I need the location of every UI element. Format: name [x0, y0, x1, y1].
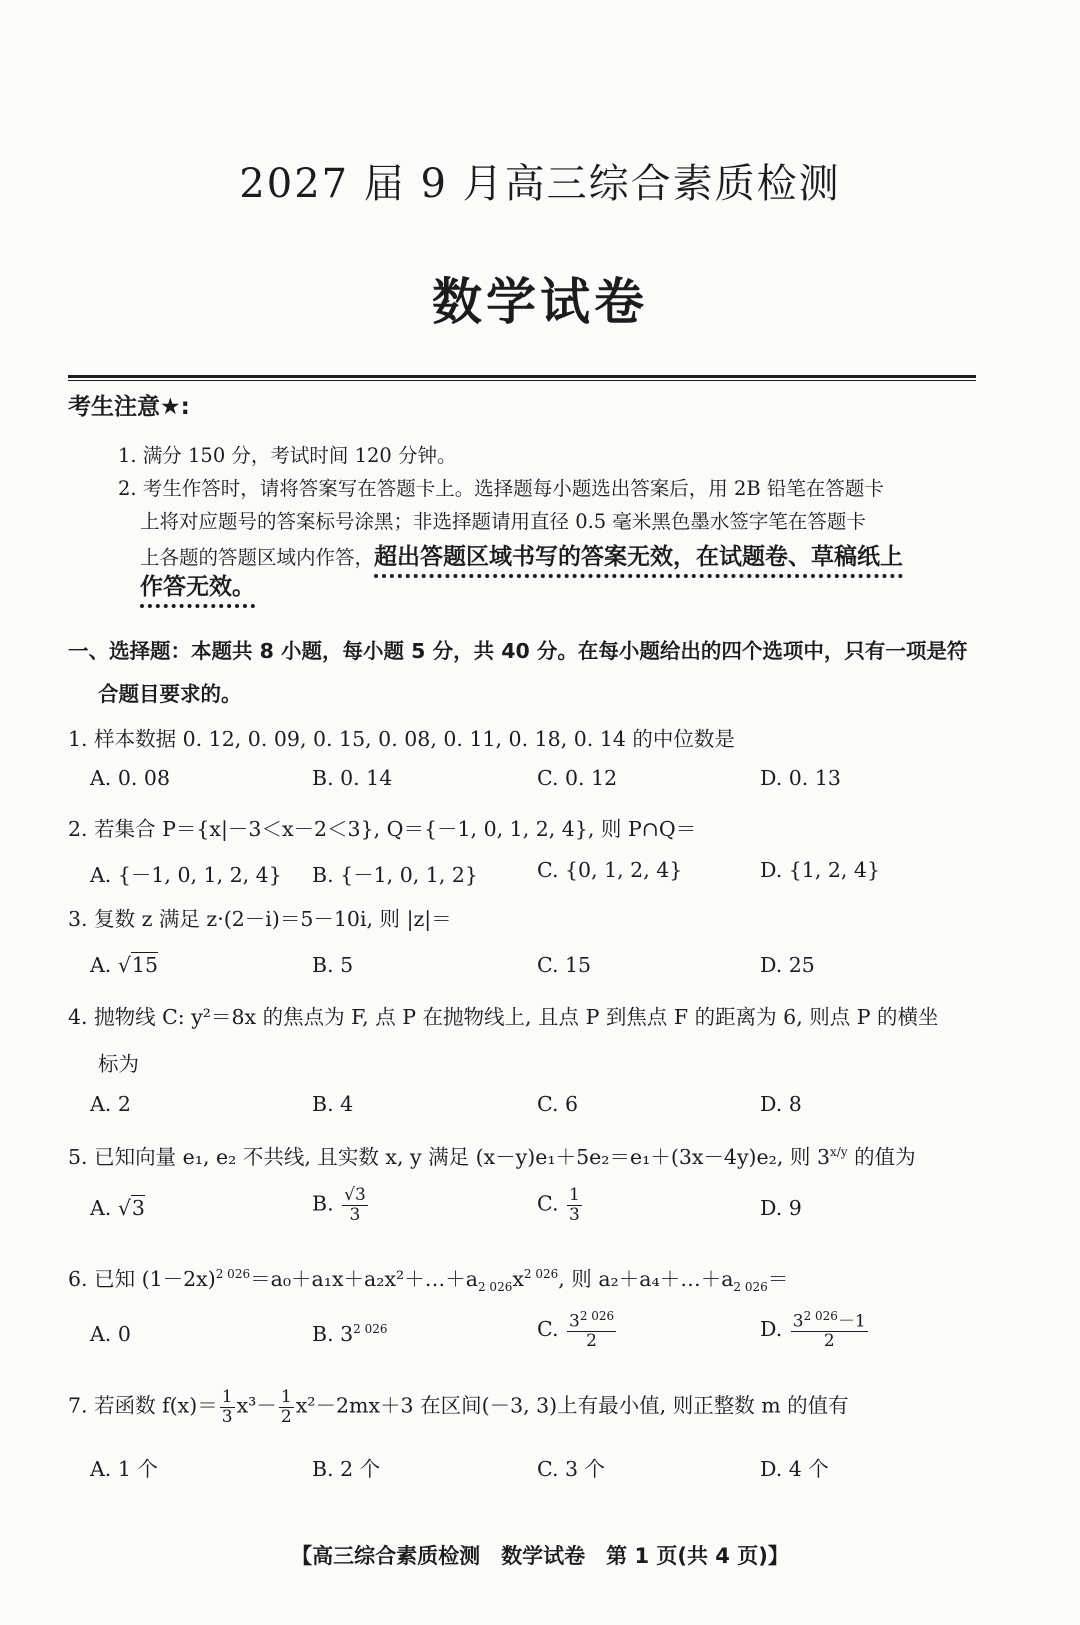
q6-d-denominator: 2 [823, 1331, 835, 1352]
q7-f2-num: 1 [280, 1387, 292, 1407]
q7-option-b: B. 2 个 [312, 1457, 381, 1481]
q5-c-numerator: 1 [569, 1185, 580, 1205]
q5-option-c-fraction [567, 1186, 582, 1224]
q5-c-denominator: 3 [569, 1204, 580, 1225]
q6-stem-d: ＝ [767, 1267, 789, 1291]
q7-f2-den: 2 [280, 1406, 292, 1427]
q5-b-denominator: 3 [349, 1204, 361, 1225]
q2-option-b: B. {－1, 0, 1, 2} [312, 863, 478, 887]
notice-emphasis-line [140, 568, 255, 601]
q5-option-a: A. √3 [90, 1196, 145, 1220]
notice-item-2-cont: 上将对应题号的答案标号涂黑；非选择题请用直径 0.5 毫米黑色墨水签字笔在答题卡 [140, 510, 866, 533]
q7-stem-b: x³－ [236, 1393, 277, 1418]
q3-option-a: A. √15 [90, 953, 159, 977]
q6-option-c-fraction [567, 1310, 616, 1351]
q4-option-d: D. 8 [760, 1092, 802, 1116]
q5-option-b-label: B. [312, 1191, 341, 1216]
q6-option-a: A. 0 [90, 1322, 131, 1346]
q5-stem-end: 的值为 [847, 1145, 916, 1169]
exam-title: 2027 届 9 月高三综合素质检测 [239, 161, 841, 207]
q5-exponent: x/y [830, 1145, 848, 1160]
q2-option-d: D. {1, 2, 4} [760, 858, 881, 882]
q5-stem-text: 5. 已知向量 e₁, e₂ 不共线, 且实数 x, y 满足 (x－y)e₁＋5e₂＝e₁＋(3x－4y)e₂, 则 3 [68, 1145, 830, 1169]
q1-option-a: A. 0. 08 [90, 766, 170, 790]
q5-option-c-label: C. [537, 1191, 565, 1216]
q2-option-a: A. {－1, 0, 1, 2, 4} [90, 863, 282, 887]
question-7-stem [68, 1388, 849, 1426]
q3-option-b: B. 5 [312, 953, 354, 977]
q6-option-d-fraction [791, 1310, 868, 1351]
q3-option-c: C. 15 [537, 953, 592, 977]
q5-option-a-radicand: 3 [131, 1196, 145, 1220]
q6-d-num-base: 3 [792, 1311, 804, 1332]
divider-thick [68, 375, 976, 378]
notice-item-2: 2. 考生作答时，请将答案写在答题卡上。选择题每小题选出答案后，用 2B 铅笔在答题卡 [118, 477, 884, 500]
q3-option-a-label: A. [90, 953, 118, 977]
question-2-stem: 2. 若集合 P＝{x|－3＜x－2＜3}, Q＝{－1, 0, 1, 2, 4}, 则 P∩Q＝ [68, 817, 697, 841]
question-4-stem-cont: 标为 [98, 1052, 139, 1076]
notice-heading: 考生注意★: [68, 394, 190, 420]
q6-option-c-label: C. [537, 1317, 565, 1342]
q6-stem-a: 6. 已知 (1－2x) [68, 1267, 216, 1291]
q3-option-a-radicand: 15 [131, 953, 159, 977]
q6-c-num-exp: 2 026 [579, 1309, 615, 1323]
section-heading-cont: 合题目要求的。 [98, 682, 242, 706]
question-1-stem: 1. 样本数据 0. 12, 0. 09, 0. 15, 0. 08, 0. 11, 0. 18, 0. 14 的中位数是 [68, 727, 735, 751]
q7-option-a: A. 1 个 [90, 1457, 158, 1481]
q6-option-b [312, 1322, 388, 1346]
q6-exp: 2 026 [215, 1267, 251, 1282]
q4-option-a: A. 2 [90, 1092, 131, 1116]
q6-stem-c: , 则 a₂＋a₄＋…＋a [558, 1267, 734, 1291]
q5-option-b [312, 1186, 370, 1224]
question-3-stem: 3. 复数 z 满足 z·(2－i)＝5－10i, 则 |z|＝ [68, 907, 452, 931]
q5-b-numerator: √3 [344, 1185, 366, 1205]
section-heading: 一、选择题：本题共 8 小题，每小题 5 分，共 40 分。在每小题给出的四个选项中，只有一项是符 [68, 639, 968, 663]
q7-f1-num: 1 [221, 1387, 233, 1407]
q5-option-d: D. 9 [760, 1196, 802, 1220]
q6-option-b-exp: 2 026 [353, 1322, 388, 1337]
q6-option-b-base: B. 3 [312, 1322, 354, 1346]
notice-emphasis-2: 作答无效。 [140, 574, 255, 608]
q1-option-b: B. 0. 14 [312, 766, 393, 790]
q4-option-c: C. 6 [537, 1092, 579, 1116]
subject-title: 数学试卷 [432, 272, 648, 331]
question-6-stem [68, 1262, 788, 1294]
q2-option-c: C. {0, 1, 2, 4} [537, 858, 683, 882]
q6-d-num-exp: 2 026 [803, 1309, 838, 1323]
q7-stem-a: 7. 若函数 f(x)＝ [68, 1393, 218, 1418]
q6-d-num-tail: －1 [837, 1311, 866, 1332]
page-footer: 【高三综合素质检测 数学试卷 第 1 页(共 4 页)】 [291, 1544, 789, 1568]
notice-text: 上各题的答题区域内作答， [140, 546, 375, 569]
q7-frac-1 [220, 1388, 235, 1426]
q6-c-denominator: 2 [586, 1331, 597, 1352]
notice-item-1: 1. 满分 150 分，考试时间 120 分钟。 [118, 444, 457, 467]
q7-option-d: D. 4 个 [760, 1457, 829, 1481]
q6-c-numerator [567, 1310, 616, 1332]
q6-c-num-base: 3 [569, 1311, 580, 1332]
q7-f1-den: 3 [221, 1406, 233, 1427]
q6-sub: 2 026 [477, 1280, 513, 1295]
question-4-stem: 4. 抛物线 C: y²＝8x 的焦点为 F, 点 P 在抛物线上, 且点 P 到焦点 F 的距离为 6, 则点 P 的横坐 [68, 1005, 939, 1029]
notice-item-2-cont2 [140, 538, 903, 571]
q6-option-d-label: D. [760, 1317, 789, 1342]
question-5-stem [68, 1140, 916, 1170]
q6-sub-2: 2 026 [733, 1280, 768, 1295]
q3-option-d: D. 25 [760, 953, 815, 977]
q5-option-a-label: A. [90, 1196, 118, 1220]
q6-stem-x: x [512, 1267, 524, 1291]
q6-d-numerator [791, 1310, 868, 1332]
q7-frac-2 [279, 1388, 294, 1426]
q1-option-c: C. 0. 12 [537, 766, 618, 790]
q6-stem-b: ＝a₀＋a₁x＋a₂x²＋…＋a [250, 1267, 478, 1291]
q6-option-c [537, 1310, 618, 1351]
q6-option-d [760, 1310, 870, 1351]
divider-thin [68, 380, 976, 381]
q5-option-b-fraction [342, 1186, 368, 1224]
q6-exp-2: 2 026 [523, 1267, 559, 1282]
q1-option-d: D. 0. 13 [760, 766, 841, 790]
q7-option-c: C. 3 个 [537, 1457, 606, 1481]
q7-stem-c: x²－2mx＋3 在区间(－3, 3)上有最小值, 则正整数 m 的值有 [295, 1393, 849, 1418]
q4-option-b: B. 4 [312, 1092, 354, 1116]
q5-option-c [537, 1186, 584, 1224]
notice-emphasis-1: 超出答题区域书写的答案无效，在试题卷、草稿纸上 [374, 544, 903, 578]
